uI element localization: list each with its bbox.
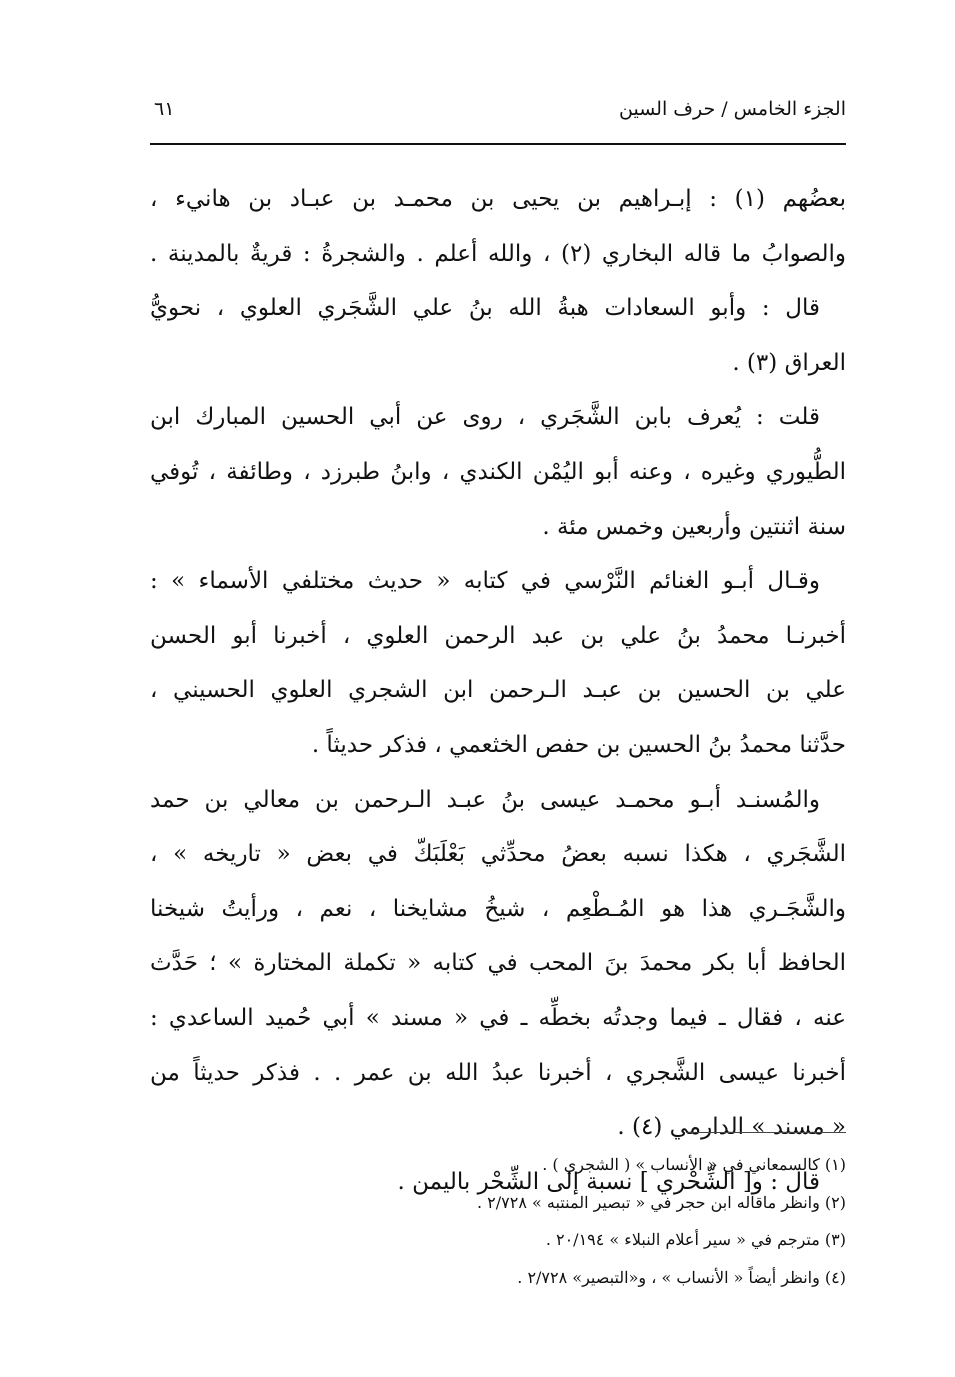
text-line: والمُسنـد أبـو محمـد عيسى بنُ عبـد الـرحمن بن معالي بن حمد (150, 786, 820, 813)
text-line: الطُّيوري وغيره ، وعنه أبو اليُمْن الكندي ، وابنُ طبرزد ، وطائفة ، تُوفي (150, 458, 846, 485)
text-line: الحافظ أبا بكر محمدَ بنَ المحب في كتابه « تكملة المختارة » ؛ حَدَّث (150, 950, 846, 977)
text-line: قال : و[ الشِّحْري ] نسبة إلى الشِّحْر باليمن . (397, 1168, 820, 1195)
page-header (150, 98, 846, 132)
text-line: والصوابُ ما قاله البخاري (٢) ، والله أعلم . والشجرةُ : قريةٌ بالمدينة . (150, 240, 846, 267)
footnote: (٤) وانظر أيضاً « الأنساب » ، و«التبصير» ٢/٧٢٨ . (517, 1267, 846, 1287)
text-line: عنه ، فقال ـ فيما وجدتُه بخطِّه ـ في « مسند » أبي حُميد الساعدي : (150, 1004, 846, 1031)
text-line: الشَّجَري ، هكذا نسبه بعضُ محدِّثي بَعْلَبَكّ في بعض « تاريخه » ، (150, 841, 846, 868)
text-line: بعضُهم (١) : إبـراهيم بن يحيى بن محمـد بن عبـاد بن هانيء ، (150, 186, 846, 212)
text-line: « مسند » الدارمي (٤) . (617, 1114, 846, 1141)
footnotes (246, 1146, 846, 1296)
text-line: العراق (٣) . (732, 349, 846, 376)
text-line: حدَّثنا محمدُ بنُ الحسين بن حفص الخثعمي ، فذكر حديثاً . (311, 731, 846, 758)
text-line: سنة اثنتين وأربعين وخمس مئة . (542, 513, 846, 540)
text-line: قلت : يُعرف بابن الشَّجَري ، روى عن أبي الحسين المبارك ابن (150, 404, 820, 431)
footnote: (١) كالسمعاني في « الأنساب » ( الشجري ) . (542, 1155, 846, 1174)
footnote-separator (686, 1132, 846, 1133)
text-line: والشَّجَـري هذا هو المُـطْعِم ، شيخُ مشايخنا ، نعم ، ورأيتُ شيخنا (150, 895, 846, 922)
header-rule (150, 143, 846, 145)
text-line: قال : وأبو السعادات هبةُ الله بنُ علي الشَّجَري العلوي ، نحويُّ (150, 295, 820, 322)
main-text (150, 172, 846, 1209)
running-head: الجزء الخامس / حرف السين (619, 98, 846, 120)
text-line: علي بن الحسين بن عبـد الـرحمن ابن الشجري العلوي الحسيني ، (150, 677, 846, 704)
footnote: (٣) مترجم في « سير أعلام النبلاء » ٢٠/١٩٤ . (545, 1230, 846, 1249)
page-number: ٦١ (154, 98, 175, 120)
footnote: (٢) وانظر ماقاله ابن حجر في « تبصير المنتبه » ٢/٧٢٨ . (476, 1192, 846, 1212)
text-line: أخبرنا عيسى الشَّجري ، أخبرنا عبدُ الله بن عمر . . فذكر حديثاً من (150, 1059, 846, 1086)
text-line: أخبرنـا محمدُ بنُ علي بن عبد الرحمن العلوي ، أخبرنا أبو الحسن (150, 622, 846, 649)
text-line: وقـال أبـو الغنائم النَّرْسي في كتابه « حديث مختلفي الأسماء » : (150, 568, 820, 595)
